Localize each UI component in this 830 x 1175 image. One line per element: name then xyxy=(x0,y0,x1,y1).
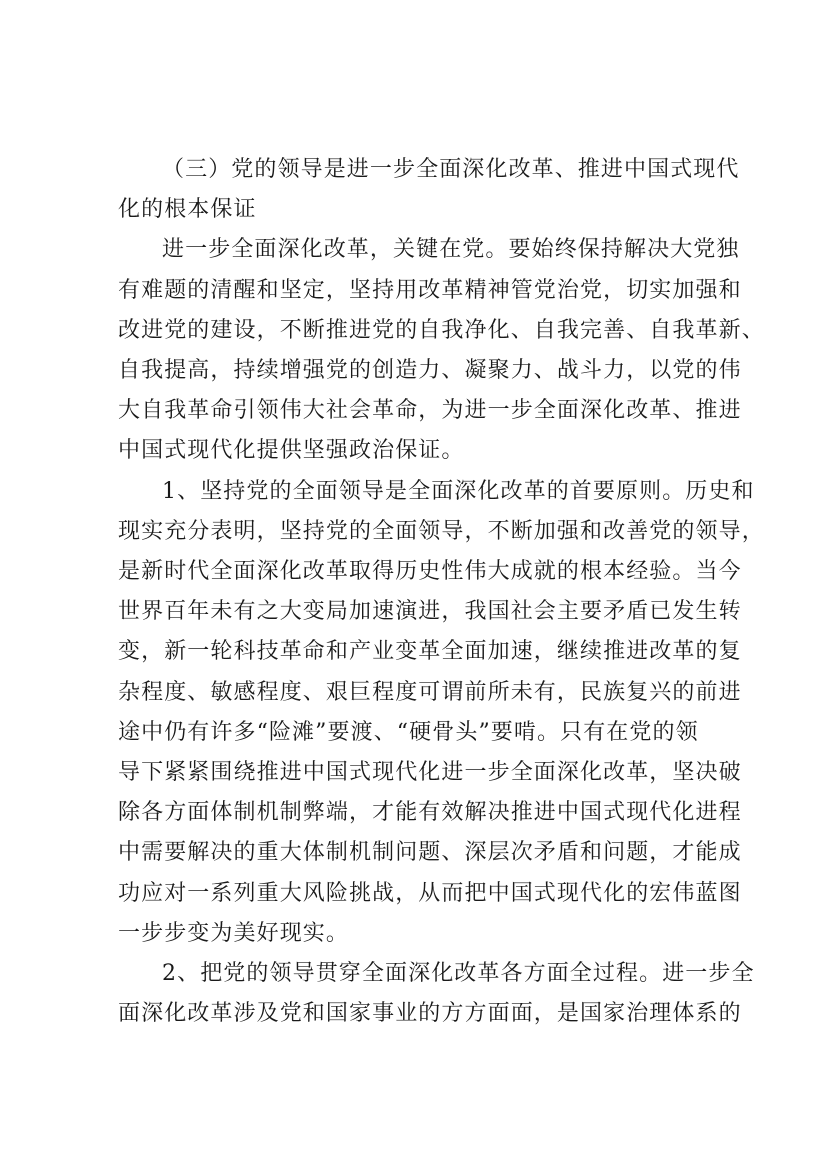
text-line: 面深化改革涉及党和国家事业的方方面面，是国家治理体系的 xyxy=(118,1001,742,1027)
text-line: 自我提高，持续增强党的创造力、凝聚力、战斗力，以党的伟 xyxy=(118,358,742,384)
text-line: 改进党的建设，不断推进党的自我净化、自我完善、自我革新、 xyxy=(118,317,765,343)
text-line: 中国式现代化提供坚强政治保证。 xyxy=(118,438,465,464)
text-line: 除各方面体制机制弊端，才能有效解决推进中国式现代化进程 xyxy=(118,800,742,826)
text-line: 杂程度、敏感程度、艰巨程度可谓前所未有，民族复兴的前进 xyxy=(118,679,742,705)
section-heading xyxy=(118,150,740,230)
heading-line: 化的根本保证 xyxy=(118,197,257,223)
paragraph-point-1 xyxy=(118,472,765,954)
text-line: 世界百年未有之大变局加速演进，我国社会主要矛盾已发生转 xyxy=(118,599,742,625)
paragraph-point-2 xyxy=(118,954,755,1034)
text-line: 1、坚持党的全面领导是全面深化改革的首要原则。历史和 xyxy=(162,478,755,504)
text-line: 现实充分表明，坚持党的全面领导，不断加强和改善党的领导， xyxy=(118,518,765,544)
text-line: 导下紧紧围绕推进中国式现代化进一步全面深化改革，坚决破 xyxy=(118,760,742,786)
text-line: 中需要解决的重大体制机制问题、深层次矛盾和问题，才能成 xyxy=(118,840,742,866)
document-body xyxy=(118,150,765,1034)
text-line: 途中仍有许多“险滩”要渡、“硬骨头”要啃。只有在党的领 xyxy=(118,719,699,745)
text-line: 2、把党的领导贯穿全面深化改革各方面全过程。进一步全 xyxy=(162,961,755,987)
heading-line: （三）党的领导是进一步全面深化改革、推进中国式现代 xyxy=(162,157,740,182)
paragraph-intro xyxy=(118,230,765,471)
text-line: 大自我革命引领伟大社会革命，为进一步全面深化改革、推进 xyxy=(118,398,742,424)
text-line: 进一步全面深化改革，关键在党。要始终保持解决大党独 xyxy=(162,237,740,263)
text-line: 是新时代全面深化改革取得历史性伟大成就的根本经验。当今 xyxy=(118,559,742,585)
text-line: 变，新一轮科技革命和产业变革全面加速，继续推进改革的复 xyxy=(118,639,742,665)
text-line: 有难题的清醒和坚定，坚持用改革精神管党治党，切实加强和 xyxy=(118,277,742,303)
text-line: 一步步变为美好现实。 xyxy=(118,920,350,946)
text-line: 功应对一系列重大风险挑战，从而把中国式现代化的宏伟蓝图 xyxy=(118,880,742,906)
